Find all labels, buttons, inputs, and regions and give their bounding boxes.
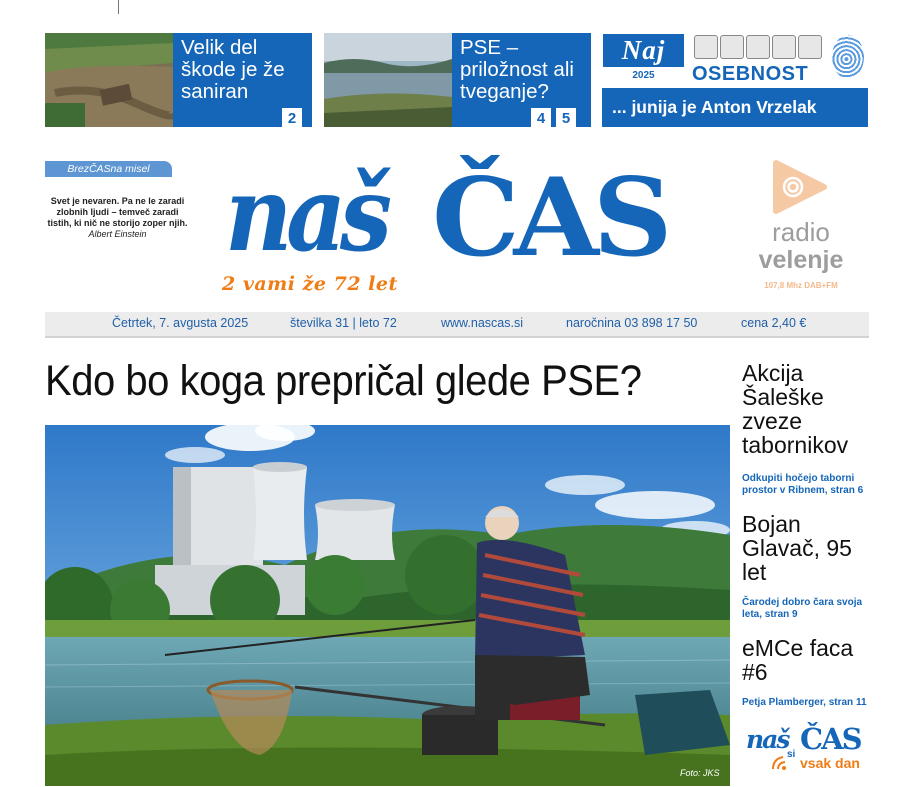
portrait-thumb: [720, 35, 744, 59]
teaser-pse-panel: [452, 33, 591, 127]
sidebar-story-subtitle: Odkupiti hočejo taborni prostor v Ribnem, stran 6: [742, 473, 864, 496]
portrait-thumb: [694, 35, 718, 59]
sidebar-story-title[interactable]: Bojan Glavač, 95 let: [742, 511, 852, 585]
wave-icon: [771, 755, 793, 771]
osebnost-label: OSEBNOST: [692, 63, 809, 85]
teaser-pse[interactable]: [324, 33, 591, 127]
naj-year: 2025: [632, 70, 655, 81]
mini-logo-nas: naš: [746, 725, 789, 754]
page-number: 4: [531, 108, 551, 127]
sidebar-story-subtitle: Petja Plamberger, stran 11: [742, 697, 867, 708]
mini-logo-si: si: [787, 749, 796, 760]
radio-frequency: 107,8 Mhz DAB+FM: [764, 281, 838, 290]
issue-info-bar: [45, 312, 869, 338]
radio-logo-icon: [772, 159, 828, 215]
quote-text: Svet je nevaren. Pa ne le zaradi zlobnih ljudi – temveč zaradi tistih, ki nič ne storijo zoper njih.: [47, 196, 188, 228]
fingerprint-icon: [832, 35, 864, 79]
main-headline[interactable]: Kdo bo koga prepričal glede PSE?: [45, 357, 642, 405]
teaser-headline: Velik del škode je že saniran: [181, 36, 285, 103]
issue-number: številka 31 | leto 72: [290, 316, 397, 330]
portrait-thumb: [798, 35, 822, 59]
sidebar-story-title[interactable]: Akcija Šaleške zveze tabornikov: [742, 360, 849, 458]
flood-photo: [45, 33, 173, 127]
teaser-flood-panel: [173, 33, 312, 127]
sidebar-story-subtitle: Čarodej dobro čara svoja leta, stran 9: [742, 597, 863, 620]
page-number: 2: [282, 108, 302, 127]
mini-logo-cas: ČAS: [800, 722, 861, 756]
radio-name: radio: [772, 217, 830, 247]
misel-heading: BrezČASna misel: [45, 161, 172, 177]
website-link[interactable]: www.nascas.si: [441, 316, 523, 330]
naj-winner: ... junija je Anton Vrzelak: [602, 88, 868, 127]
logo-nas: naš: [225, 154, 386, 275]
divider: [118, 0, 119, 14]
naj-label: Naj: [603, 34, 684, 67]
subscription-phone: naročnina 03 898 17 50: [566, 316, 698, 330]
issue-price: cena 2,40 €: [741, 316, 807, 330]
photo-credit: Foto: JKS: [680, 768, 720, 778]
logo-cas: ČAS: [432, 155, 667, 281]
sidebar-story-title[interactable]: eMCe faca #6: [742, 635, 854, 685]
lake-photo: [324, 33, 452, 127]
teaser-flood[interactable]: [45, 33, 312, 127]
page-number: 5: [556, 108, 576, 127]
teaser-headline: PSE – priložnost ali tveganje?: [460, 36, 574, 103]
issue-date: Četrtek, 7. avgusta 2025: [112, 316, 249, 330]
naj-osebnost-header: [602, 33, 868, 88]
portrait-thumb: [746, 35, 770, 59]
portrait-thumb: [772, 35, 796, 59]
mini-logo-slogan: vsak dan: [800, 755, 860, 771]
portrait-strip: [694, 35, 822, 59]
radio-brand: velenje: [758, 246, 844, 274]
main-photo: [45, 425, 730, 786]
misel-quote-block: [45, 196, 190, 240]
tagline: 2 vami že 72 let: [222, 273, 398, 295]
naj-osebnost-teaser[interactable]: [602, 33, 868, 127]
quote-author: Albert Einstein: [88, 229, 147, 239]
